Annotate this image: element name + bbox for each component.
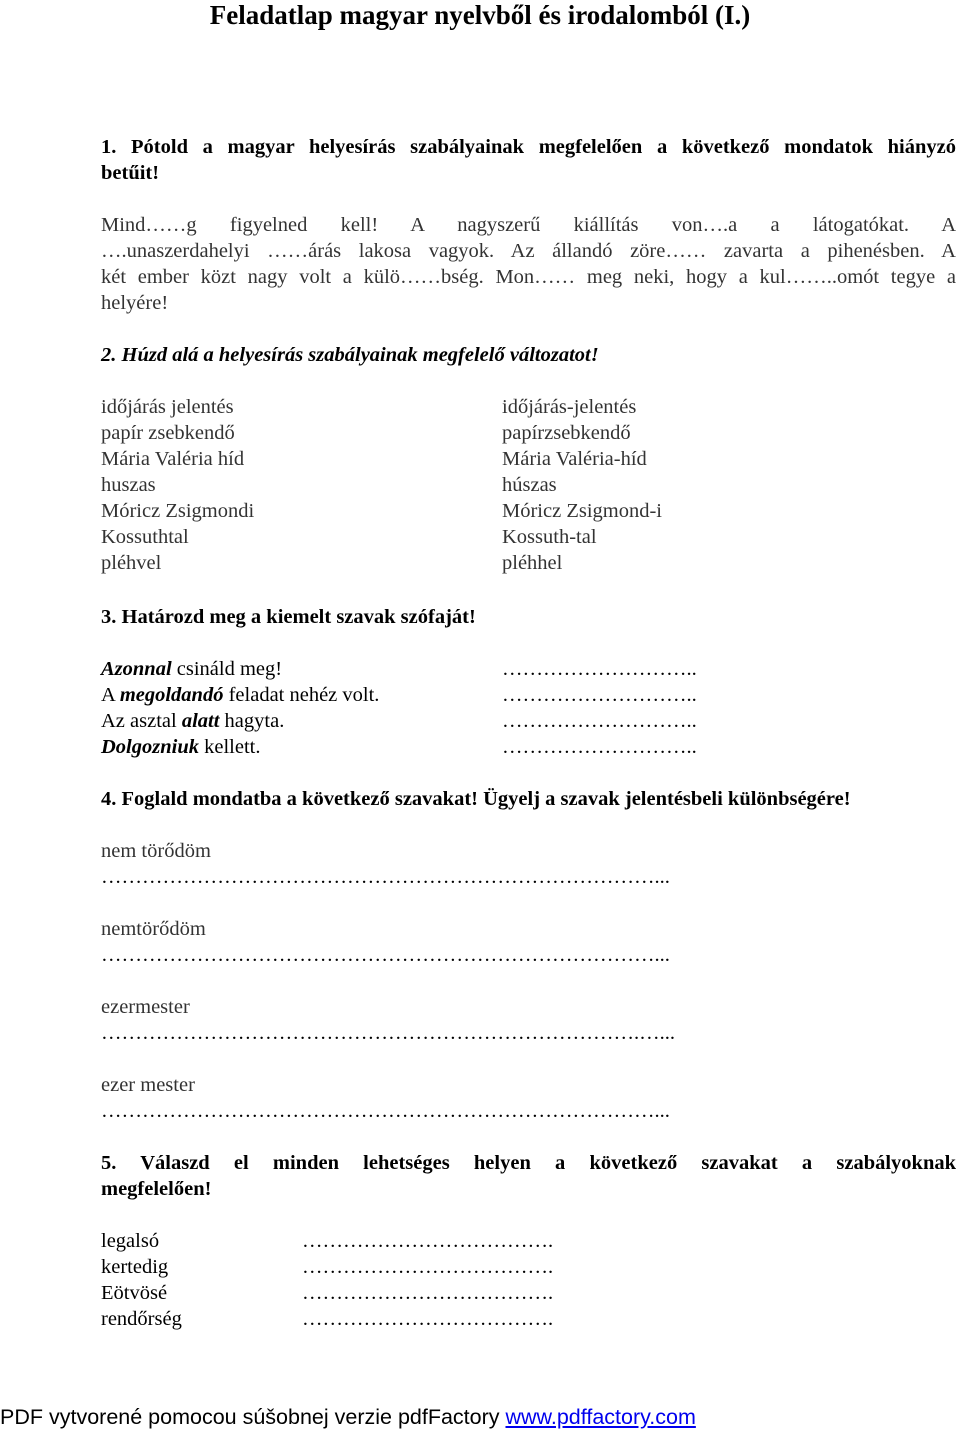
task4-word: ezer mester (101, 1074, 195, 1096)
task4-heading: 4. Foglald mondatba a következő szavakat! Ügyelj a szavak jelentésbeli különbségére! (101, 788, 851, 810)
task4-word: nemtörődöm (101, 918, 206, 940)
task3-blanks (502, 656, 697, 760)
highlighted-word: alatt (181, 710, 220, 732)
highlighted-word: Dolgozniuk (101, 736, 199, 758)
pdf-footer (0, 1405, 696, 1430)
task2-right-column (502, 394, 662, 576)
task4-word: nem törődöm (101, 840, 211, 862)
option-item[interactable]: Mária Valéria híd (101, 448, 245, 470)
task5-heading-line1: 5. Válaszd el minden lehetséges helyen a következő szavakat a szabályoknak (101, 1152, 956, 1174)
answer-blank-line[interactable]: …………………………………………………………………….…... (101, 1022, 675, 1044)
task1-line: két ember közt nagy volt a külö……bség. Mon…… meg neki, hogy a kul……..omót tegye a (101, 266, 956, 288)
option-item[interactable]: Mária Valéria-híd (502, 448, 647, 470)
answer-blank[interactable]: ………………………………. (302, 1282, 554, 1304)
task2-left-column (101, 394, 254, 576)
option-item[interactable]: időjárás jelentés (101, 396, 234, 418)
answer-blank[interactable]: ………………………………. (302, 1308, 554, 1330)
option-item[interactable]: pléhhel (502, 552, 563, 574)
option-item[interactable]: huszas (101, 474, 156, 496)
option-item[interactable]: húszas (502, 474, 557, 496)
option-item[interactable]: időjárás-jelentés (502, 396, 637, 418)
word-item: kertedig (101, 1256, 169, 1278)
task5-blanks (302, 1228, 553, 1332)
page-title: Feladatlap magyar nyelvből és irodalomból (I.) (209, 0, 751, 30)
task1-line: Mind……g figyelned kell! A nagyszerű kiállítás von….a a látogatókat. A (101, 214, 956, 236)
task3-sentences (101, 656, 379, 760)
answer-blank-line[interactable]: ………………………………………………………………………... (101, 944, 670, 966)
word-item: legalsó (101, 1230, 160, 1252)
sentence: Dolgozniuk kellett. (101, 736, 261, 758)
answer-blank[interactable]: ……………………….. (502, 736, 697, 758)
option-item[interactable]: Kossuth-tal (502, 526, 597, 548)
answer-blank[interactable]: ……………………….. (502, 684, 697, 706)
task2-heading: 2. Húzd alá a helyesírás szabályainak megfelelő változatot! (101, 344, 599, 366)
option-item[interactable]: papír zsebkendő (101, 422, 235, 444)
answer-blank-line[interactable]: ………………………………………………………………………... (101, 866, 670, 888)
sentence: A megoldandó feladat nehéz volt. (101, 684, 380, 706)
sentence: Az asztal alatt hagyta. (101, 710, 285, 732)
sentence: Azonnal csináld meg! (101, 658, 283, 680)
answer-blank[interactable]: ……………………….. (502, 710, 697, 732)
option-item[interactable]: papírzsebkendő (502, 422, 631, 444)
option-item[interactable]: Móricz Zsigmond-i (502, 500, 662, 522)
task1-heading-line2: betűit! (101, 162, 160, 184)
answer-blank[interactable]: ………………………………. (302, 1230, 554, 1252)
footer-link[interactable]: www.pdffactory.com (505, 1405, 696, 1429)
option-item[interactable]: pléhvel (101, 552, 162, 574)
footer-text: PDF vytvorené pomocou súšobnej verzie pdfFactory (0, 1405, 506, 1429)
word-item: Eötvösé (101, 1282, 168, 1304)
highlighted-word: megoldandó (119, 684, 224, 706)
answer-blank[interactable]: ……………………….. (502, 658, 697, 680)
task1-line: ….unaszerdahelyi ……árás lakosa vagyok. Az állandó zöre…… zavarta a pihenésben. A (101, 240, 956, 262)
task1-heading-line1: 1. Pótold a magyar helyesírás szabályainak megfelelően a következő mondatok hiányzó (101, 136, 956, 158)
option-item[interactable]: Móricz Zsigmondi (101, 500, 255, 522)
answer-blank[interactable]: ………………………………. (302, 1256, 554, 1278)
task5-heading-line2: megfelelően! (101, 1178, 212, 1200)
word-item: rendőrség (101, 1308, 182, 1330)
task5-words (101, 1228, 182, 1332)
task4-word: ezermester (101, 996, 190, 1018)
task3-heading: 3. Határozd meg a kiemelt szavak szófaját! (101, 606, 476, 628)
option-item[interactable]: Kossuthtal (101, 526, 189, 548)
highlighted-word: Azonnal (101, 658, 172, 680)
answer-blank-line[interactable]: ………………………………………………………………………... (101, 1100, 670, 1122)
task1-line: helyére! (101, 292, 169, 314)
